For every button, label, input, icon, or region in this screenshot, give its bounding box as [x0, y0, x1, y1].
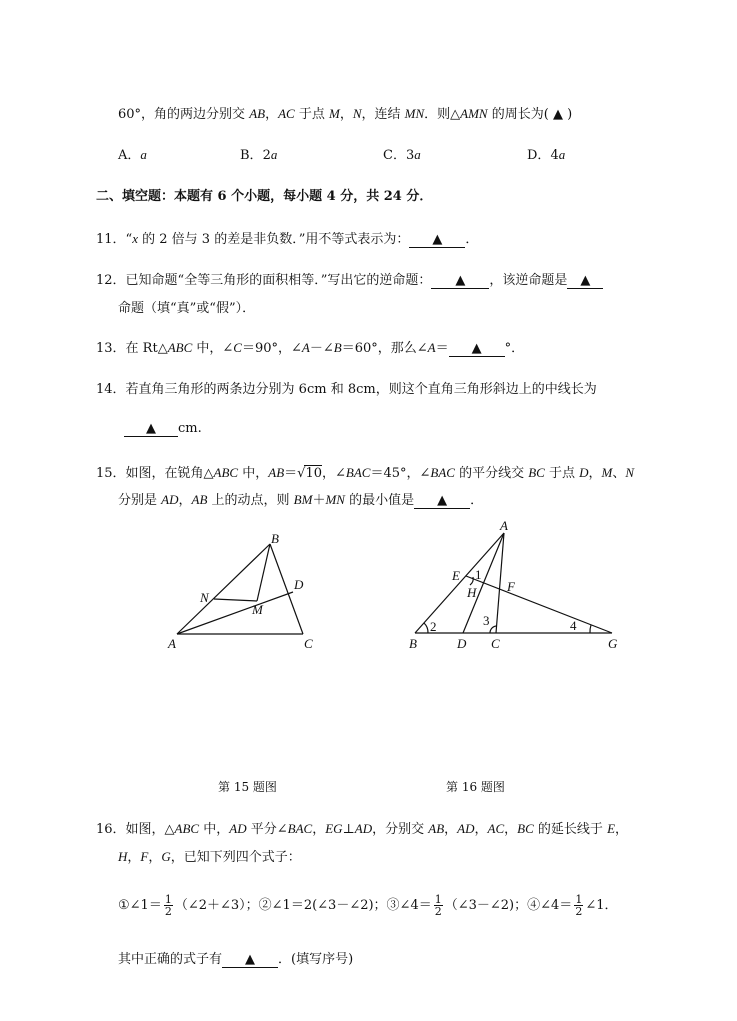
text: ＝60°，那么∠	[341, 341, 428, 356]
text: ，已知下列四个式子：	[170, 850, 301, 865]
var: MN	[404, 106, 425, 121]
var: N	[352, 106, 362, 121]
var: C	[233, 340, 242, 355]
text: ，	[339, 107, 353, 122]
answer-blank[interactable]: ▲	[222, 953, 278, 968]
question-12-line2: 命题（填“真”或“假”）．	[118, 301, 256, 316]
label-g: G	[608, 636, 618, 651]
text: “	[125, 232, 133, 247]
label-a: A	[500, 518, 508, 533]
var: BAC	[287, 821, 313, 836]
var: BAC	[345, 465, 371, 480]
option-prefix: 4	[550, 148, 559, 163]
var: EG	[325, 821, 343, 836]
arc-angle-4	[590, 625, 591, 633]
unit: cm.	[178, 421, 202, 436]
text: ，分别交	[372, 822, 429, 837]
label-angle-3: 3	[483, 613, 490, 628]
text: ，	[588, 466, 602, 481]
text: ＝90°，∠	[241, 341, 302, 356]
fraction-half	[574, 894, 583, 917]
var: H	[118, 849, 128, 864]
question-11	[96, 228, 478, 248]
text: 分别是	[118, 493, 162, 508]
denominator: 2	[164, 905, 172, 918]
answer-blank[interactable]: ▲	[124, 422, 178, 437]
option-label: D．	[527, 148, 551, 163]
sqrt-symbol: √	[297, 466, 306, 481]
text: 其中正确的式子有	[118, 952, 223, 967]
text: －∠	[309, 341, 334, 356]
var: AB	[268, 465, 285, 480]
answer-blank[interactable]: ▲	[449, 342, 505, 357]
label-a: A	[168, 636, 176, 651]
numerator: 1	[164, 893, 172, 906]
text: 的周长为( ▲ )	[487, 107, 573, 122]
text: 若直角三角形的两条边分别为 6cm 和 8cm，则这个直角三角形斜边上的中线长为	[125, 382, 597, 397]
var: BM	[293, 492, 313, 507]
text: ＝	[284, 466, 298, 481]
var: AD	[161, 492, 179, 507]
text: ，	[148, 850, 162, 865]
text: 于点	[544, 466, 580, 481]
text: 在 Rt△	[125, 341, 168, 356]
option-prefix: 3	[405, 148, 415, 163]
var: AB	[428, 821, 445, 836]
question-13	[96, 337, 524, 357]
segment-ab	[177, 544, 270, 634]
option-label: B．	[240, 148, 263, 163]
text: 中，∠	[192, 341, 234, 356]
var: AD	[229, 821, 247, 836]
text: ，	[444, 822, 458, 837]
option-label: A．	[118, 148, 141, 163]
text: 于点	[294, 107, 329, 122]
var: AMN	[460, 106, 488, 121]
segment-ac	[496, 533, 504, 633]
question-number: 14．	[96, 382, 126, 397]
option-value: a	[558, 147, 566, 162]
text: 的平分线交	[454, 466, 529, 481]
var: N	[625, 465, 635, 480]
label-f: F	[507, 579, 515, 594]
text: 如图，在锐角△	[125, 466, 214, 481]
var: G	[161, 849, 171, 864]
question-number: 11．	[96, 232, 126, 247]
section-title: 二、填空题：本题有 6 个小题，每小题 4 分，共 24 分．	[96, 189, 433, 204]
formula-text: ∠1．	[585, 898, 618, 913]
text: ，	[615, 822, 629, 837]
answer-blank[interactable]: ▲	[409, 233, 465, 248]
option-prefix: 2	[262, 148, 271, 163]
text: ＝	[435, 341, 449, 356]
label-n: N	[200, 590, 209, 605]
text: ．(填写序号)	[278, 952, 354, 967]
question-16-answer	[118, 948, 353, 968]
question-14-line2	[124, 421, 202, 437]
text: ＋	[312, 493, 326, 508]
segment-nm	[214, 599, 257, 601]
label-m: M	[252, 602, 263, 617]
var: AB	[191, 492, 208, 507]
text: ，	[178, 493, 192, 508]
fraction-half	[164, 894, 173, 917]
question-12	[96, 269, 603, 289]
text: ＝45°，∠	[370, 466, 431, 481]
var: AD	[457, 821, 475, 836]
option-value: a	[414, 147, 421, 162]
question-16-line2	[118, 846, 301, 865]
numerator: 1	[434, 893, 442, 906]
text: 的最小值是	[344, 493, 415, 508]
label-d: D	[457, 636, 467, 651]
question-16	[96, 818, 628, 837]
text: 60°，角的两边分别交	[118, 107, 250, 122]
text: 上的动点，则	[207, 493, 294, 508]
option-value: a	[140, 147, 147, 162]
label-e: E	[452, 568, 460, 583]
formula-text: ①∠1＝	[118, 898, 162, 913]
var: x	[132, 231, 138, 246]
question-15-line2	[118, 489, 483, 509]
text: °．	[504, 341, 525, 356]
option-d	[527, 144, 565, 163]
segment-ad	[177, 592, 293, 634]
var: AD	[354, 821, 373, 836]
figure-16-caption: 第 16 题图	[446, 780, 505, 794]
option-a	[118, 144, 147, 163]
label-angle-1: 1	[475, 567, 482, 582]
text: ，∠	[322, 466, 346, 481]
label-b: B	[409, 636, 417, 651]
label-b: B	[271, 531, 279, 546]
text: ，	[312, 822, 326, 837]
var: B	[333, 340, 342, 355]
q10-tail-line	[118, 103, 572, 122]
var: A	[301, 340, 310, 355]
option-c	[383, 144, 421, 163]
text: ，	[127, 850, 141, 865]
var: F	[140, 849, 149, 864]
label-d: D	[294, 577, 304, 592]
text: 已知命题“全等三角形的面积相等．”写出它的逆命题：	[125, 273, 432, 288]
question-number: 12．	[96, 273, 126, 288]
var: ABC	[167, 340, 193, 355]
figure-15	[160, 525, 330, 655]
label-h: H	[467, 585, 477, 600]
arc-angle-2	[424, 623, 428, 633]
var: MN	[325, 492, 345, 507]
label-angle-4: 4	[570, 618, 577, 633]
text: 中，	[238, 466, 269, 481]
question-number: 16．	[96, 822, 126, 837]
text: ，连结	[361, 107, 405, 122]
var: BC	[517, 821, 534, 836]
text: ，	[504, 822, 518, 837]
numerator: 1	[575, 893, 583, 906]
var: M	[328, 106, 340, 121]
var: AB	[249, 106, 266, 121]
var: A	[427, 340, 436, 355]
option-b	[240, 144, 277, 163]
label-angle-2: 2	[430, 619, 437, 634]
var: ABC	[213, 465, 239, 480]
option-label: C．	[383, 148, 406, 163]
text: ．则△	[424, 107, 461, 122]
text: 的延长线于	[533, 822, 608, 837]
option-value: a	[270, 147, 278, 162]
text: ⊥	[342, 822, 355, 837]
formula-text: （∠2＋∠3）；②∠1＝2(∠3－∠2)；③∠4＝	[174, 898, 432, 913]
answer-blank[interactable]: ▲	[567, 274, 603, 289]
segment-ba	[415, 533, 504, 633]
var: M	[601, 465, 613, 480]
text: 的 2 倍与 3 的差是非负数．”用不等式表示为：	[137, 232, 410, 247]
label-c: C	[304, 636, 313, 651]
text: ，该逆命题是	[489, 273, 568, 288]
text: 中，	[199, 822, 230, 837]
text: ．	[465, 232, 479, 247]
var: D	[579, 465, 589, 480]
text: 平分∠	[246, 822, 288, 837]
text: 、	[612, 466, 626, 481]
text: 如图，△	[125, 822, 175, 837]
text: ，	[474, 822, 488, 837]
var: E	[607, 821, 616, 836]
question-14	[96, 378, 597, 397]
question-15	[96, 462, 634, 481]
fraction-half	[434, 894, 443, 917]
denominator: 2	[575, 905, 583, 918]
text: ，	[265, 107, 279, 122]
arc-angle-3	[490, 626, 496, 633]
sqrt-value: 10	[305, 466, 322, 481]
denominator: 2	[434, 905, 442, 918]
question-number: 15．	[96, 466, 126, 481]
var: BC	[528, 465, 545, 480]
label-c: C	[491, 636, 500, 651]
var: BAC	[430, 465, 455, 480]
question-16-formulas	[118, 893, 617, 919]
answer-blank[interactable]: ▲	[414, 494, 470, 509]
figure-15-caption: 第 15 题图	[218, 780, 277, 794]
var: AC	[278, 106, 295, 121]
formula-text: （∠3－∠2)；④∠4＝	[444, 898, 573, 913]
question-number: 13．	[96, 341, 126, 356]
segment-bm	[257, 544, 270, 601]
var: AC	[487, 821, 505, 836]
var: ABC	[174, 821, 200, 836]
figure-16	[400, 515, 625, 655]
text: ．	[470, 493, 484, 508]
answer-blank[interactable]: ▲	[431, 274, 489, 289]
